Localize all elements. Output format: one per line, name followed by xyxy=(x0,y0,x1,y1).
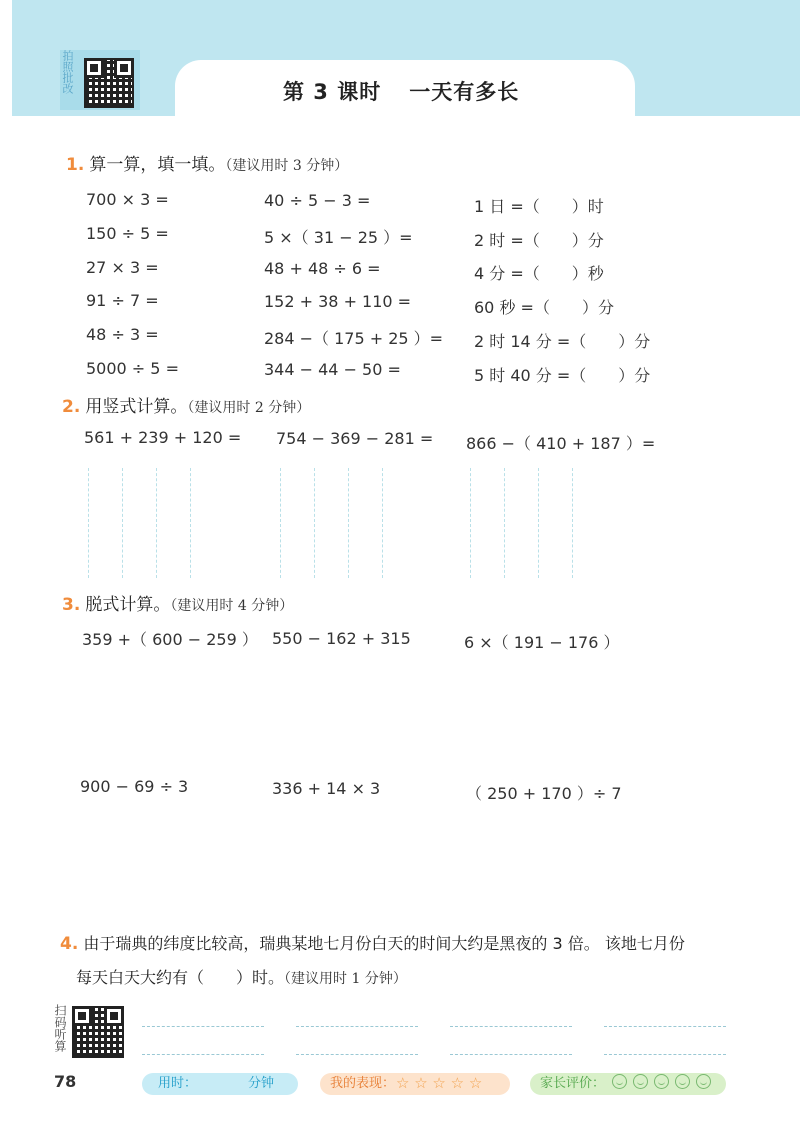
q1-item: 48 ÷ 3 = xyxy=(86,325,159,344)
q1-fill-blank[interactable]: 2 时 =（ ）分 xyxy=(474,231,604,250)
qr-code-icon[interactable] xyxy=(84,58,134,108)
parent-rating-box[interactable] xyxy=(530,1073,726,1095)
guide-line xyxy=(190,468,191,578)
smiley-icon[interactable] xyxy=(675,1074,690,1089)
q1-fill-blank[interactable]: 4 分 =（ ）秒 xyxy=(474,264,604,283)
parent-rating-label: 家长评价： xyxy=(540,1076,606,1091)
smiley-icon[interactable] xyxy=(696,1074,711,1089)
page-number: 78 xyxy=(54,1072,77,1091)
time-used-box[interactable] xyxy=(142,1073,298,1095)
q1-item: 5 ×（ 31 − 25 ）= xyxy=(264,228,413,247)
q2-item: 561 + 239 + 120 = xyxy=(84,428,242,447)
question-1-heading xyxy=(66,150,348,175)
page-title xyxy=(283,76,519,106)
answer-line[interactable] xyxy=(296,1026,418,1027)
answer-line[interactable] xyxy=(604,1026,726,1027)
time-hint: （建议用时 4 分钟） xyxy=(170,598,294,614)
scan-listen-label: 扫码听算 xyxy=(53,1004,67,1052)
question-4-line-1 xyxy=(60,931,750,954)
q3-item: 336 + 14 × 3 xyxy=(272,779,381,798)
answer-line[interactable] xyxy=(604,1054,726,1055)
answer-line[interactable] xyxy=(142,1054,264,1055)
question-2-heading xyxy=(62,392,310,417)
q3-item: 900 − 69 ÷ 3 xyxy=(80,777,189,796)
q1-item: 284 −（ 175 + 25 ）= xyxy=(264,329,444,348)
question-text: 由于瑞典的纬度比较高，瑞典某地七月份白天的时间大约是黑夜的 3 倍。 该地七月份 xyxy=(83,934,685,953)
q3-item: 6 ×（ 191 − 176 ） xyxy=(464,633,620,652)
guide-line xyxy=(348,468,349,578)
guide-line xyxy=(382,468,383,578)
q1-item: 40 ÷ 5 − 3 = xyxy=(264,191,371,210)
time-hint: （建议用时 2 分钟） xyxy=(187,400,311,416)
q1-item: 344 − 44 − 50 = xyxy=(264,360,401,379)
answer-line[interactable] xyxy=(450,1054,572,1055)
photo-grading-label: 拍照批改 xyxy=(61,50,74,94)
qr-code-icon[interactable] xyxy=(72,1006,124,1058)
q1-item: 48 + 48 ÷ 6 = xyxy=(264,259,381,278)
question-text: 脱式计算。 xyxy=(85,595,171,615)
q1-item: 5000 ÷ 5 = xyxy=(86,359,179,378)
q2-item: 754 − 369 − 281 = xyxy=(276,429,434,448)
q1-fill-blank[interactable]: 1 日 =（ ）时 xyxy=(474,197,604,216)
q1-fill-blank[interactable]: 2 时 14 分 =（ ）分 xyxy=(474,332,651,351)
q1-item: 91 ÷ 7 = xyxy=(86,291,159,310)
self-rating-label: 我的表现： xyxy=(330,1076,396,1091)
guide-line xyxy=(156,468,157,578)
smiley-icon[interactable] xyxy=(612,1074,627,1089)
answer-line[interactable] xyxy=(142,1026,264,1027)
self-rating-box[interactable] xyxy=(320,1073,510,1095)
guide-line xyxy=(572,468,573,578)
time-used-label: 用时： xyxy=(158,1076,198,1091)
time-used-unit: 分钟 xyxy=(248,1076,275,1091)
q1-item: 150 ÷ 5 = xyxy=(86,224,169,243)
q1-item: 152 + 38 + 110 = xyxy=(264,292,412,311)
guide-line xyxy=(470,468,471,578)
lesson-title: 一天有多长 xyxy=(409,80,520,104)
q3-item: 359 +（ 600 − 259 ） xyxy=(82,630,258,649)
q2-item: 866 −（ 410 + 187 ）= xyxy=(466,434,656,453)
question-text[interactable]: 每天白天大约有（ ）时。 xyxy=(76,968,285,987)
guide-line xyxy=(314,468,315,578)
guide-line xyxy=(280,468,281,578)
guide-line xyxy=(504,468,505,578)
question-number: 3. xyxy=(62,595,81,615)
q1-fill-blank[interactable]: 60 秒 =（ ）分 xyxy=(474,298,614,317)
smiley-rating-icons[interactable] xyxy=(606,1073,711,1095)
q1-item: 27 × 3 = xyxy=(86,258,159,277)
smiley-icon[interactable] xyxy=(654,1074,669,1089)
answer-line[interactable] xyxy=(296,1054,418,1055)
q3-item: （ 250 + 170 ）÷ 7 xyxy=(466,784,622,803)
star-rating-icons[interactable]: ☆ ☆ ☆ ☆ ☆ xyxy=(396,1074,483,1092)
question-4-line-2 xyxy=(76,965,407,988)
time-hint: （建议用时 3 分钟） xyxy=(225,158,349,174)
question-3-heading xyxy=(62,590,293,615)
time-hint: （建议用时 1 分钟） xyxy=(284,971,407,987)
question-text: 算一算，填一填。 xyxy=(89,155,226,175)
lesson-number: 第 3 课时 xyxy=(283,80,382,104)
q3-item: 550 − 162 + 315 xyxy=(272,629,411,648)
question-text: 用竖式计算。 xyxy=(85,397,188,417)
question-number: 4. xyxy=(60,934,79,954)
answer-line[interactable] xyxy=(450,1026,572,1027)
q1-fill-blank[interactable]: 5 时 40 分 =（ ）分 xyxy=(474,366,651,385)
question-number: 2. xyxy=(62,397,81,417)
q1-item: 700 × 3 = xyxy=(86,190,169,209)
guide-line xyxy=(122,468,123,578)
question-number: 1. xyxy=(66,155,85,175)
smiley-icon[interactable] xyxy=(633,1074,648,1089)
guide-line xyxy=(538,468,539,578)
guide-line xyxy=(88,468,89,578)
